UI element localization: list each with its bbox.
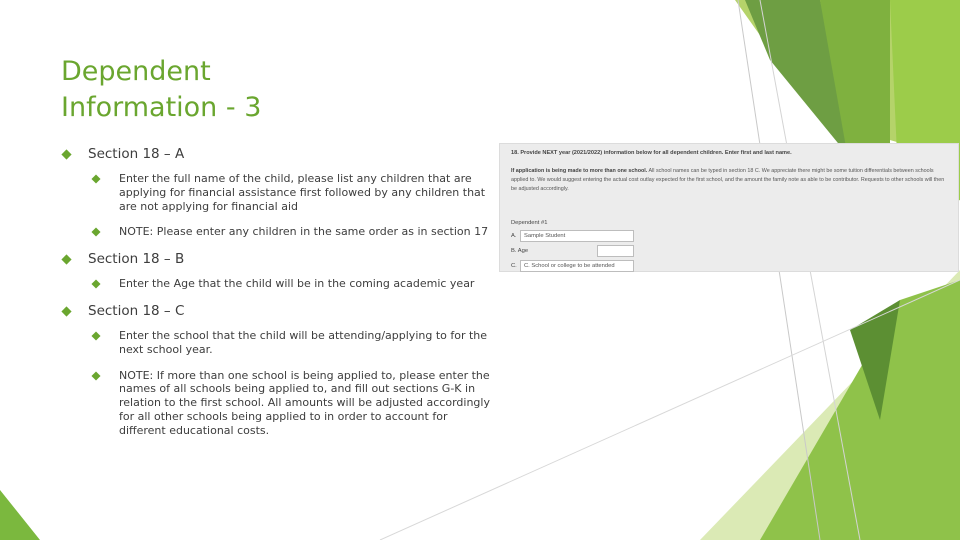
diamond-bullet-icon <box>61 149 71 159</box>
section-a <box>62 146 492 239</box>
note-text: All school names can be typed in section 18 C. We appreciate there might be some tuition differentials between schools applied to. We would suggest entering the actual cost outlay expected for the first school, and the amount the family note as able to be contributor. Requests to other schools will then be adjusted accordingly. <box>511 168 945 192</box>
form-screenshot <box>499 143 959 272</box>
diamond-bullet-icon <box>91 174 100 183</box>
diamond-bullet-icon <box>91 228 100 237</box>
section-heading: Section 18 – B <box>88 251 185 268</box>
slide-title: Dependent Information - 3 <box>61 56 262 123</box>
diamond-bullet-icon <box>91 371 100 380</box>
diamond-bullet-icon <box>61 306 71 316</box>
row-b-label: B. Age <box>511 248 529 254</box>
section-b <box>62 251 492 291</box>
list-item: NOTE: If more than one school is being applied to, please enter the names of all schools being applied to, and fill out sections G-K in relation to the first school. All amounts will be adjusted accordingly for all other schools being applied to in order to account for different educational costs. <box>119 368 490 437</box>
list-item: Enter the Age that the child will be in the coming academic year <box>119 277 475 291</box>
list-item: Enter the school that the child will be attending/applying to for the next school year. <box>119 328 488 356</box>
age-input[interactable] <box>597 245 634 257</box>
diamond-bullet-icon <box>61 255 71 265</box>
instruction-note <box>511 167 947 194</box>
section-heading: Section 18 – A <box>88 146 185 162</box>
note-bold: If application is being made to more than one school. <box>511 168 648 174</box>
section-heading: Section 18 – C <box>88 302 185 319</box>
list-item: Enter the full name of the child, please list any children that are applying for financial assistance first followed by any children that are not applying for financial aid <box>119 172 486 213</box>
diamond-bullet-icon <box>91 331 100 340</box>
school-input[interactable]: C. School or college to be attended <box>520 260 634 272</box>
list-item: NOTE: Please enter any children in the same order as in section 17 <box>119 225 489 239</box>
name-input[interactable]: Sample Student <box>520 230 634 242</box>
question-text: 18. Provide NEXT year (2021/2022) information below for all dependent children. Enter first and last name. <box>511 150 792 156</box>
diamond-bullet-icon <box>91 280 100 289</box>
green-corner-bottom-left <box>0 490 40 540</box>
dependent-label: Dependent #1 <box>511 220 548 226</box>
bullet-list <box>62 146 492 450</box>
section-c <box>62 303 492 438</box>
row-a-label: A. <box>511 233 517 239</box>
row-c-label: C. <box>511 263 517 269</box>
green-facet-lower <box>760 280 960 540</box>
